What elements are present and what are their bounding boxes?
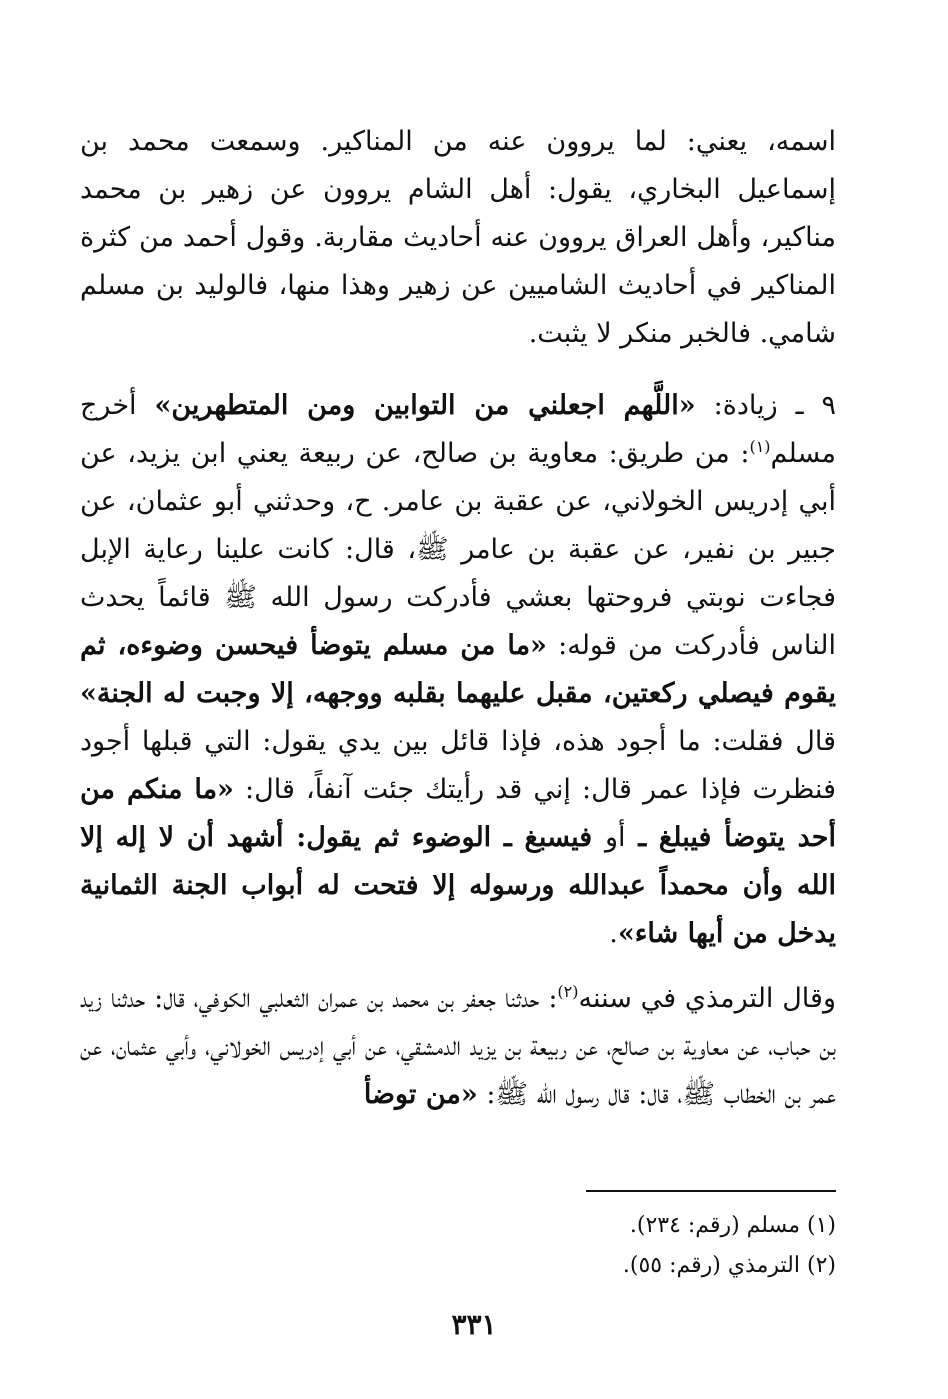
paragraph-2-quote-3b: فيسبغ ـ الوضوء ثم يقول: أشهد أن لا إله إلا الله وأن محمداً عبدالله ورسوله إلا فتحت له أبواب الجنة الثمانية يدخل من أيها شاء» (80, 822, 836, 949)
paragraph-2-end: . (609, 918, 618, 949)
paragraph-3-part-1: وقال الترمذي في سننه (578, 983, 836, 1014)
paragraph-2-mid-1b: : من طريق: معاوية بن صالح، عن ربيعة يعني ابن يزيد، عن أبي إدريس الخولاني، عن عقبة بن عامر. ح، وحدثني أبو عثمان، عن جبير بن نفير، عن عقبة بن عامر ﷺ، قال: كانت علينا رعاية الإبل فجاءت نوبتي فروحتها بعشي فأدركت رسول الله ﷺ قائماً يحدث الناس فأدركت من قوله: (80, 438, 836, 661)
paragraph-3-part-2: : حدثنا جعفر بن محمد بن عمران الثعلبي الكوفي، قال: حدثنا زيد بن حباب، عن معاوية بن صالح، عن ربيعة بن يزيد الدمشقي، عن أبي إدريس الخولاني، وأبي عثمان، عن عمر بن الخطاب ﷺ، قال: قال رسول الله ﷺ: (80, 983, 836, 1110)
footnote-divider (586, 1190, 836, 1192)
paragraph-3 (80, 975, 836, 1119)
footnote-2: (٢) الترمذي (رقم: ٥٥). (622, 1253, 836, 1278)
footnote-ref-1: (١) (749, 437, 771, 456)
paragraph-2-mid-1a: أخرج مسلم (80, 390, 836, 469)
paragraph-2 (80, 382, 836, 958)
paragraph-3-quote: «من توضأ (363, 1079, 478, 1110)
footnotes (80, 1206, 836, 1286)
paragraph-2-prefix: ٩ ـ زيادة: (695, 390, 836, 421)
footnote-1: (١) مسلم (رقم: ٢٣٤). (629, 1213, 836, 1238)
paragraph-1-text: اسمه، يعني: لما يروون عنه من المناكير. وسمعت محمد بن إسماعيل البخاري، يقول: أهل الشام يروون عن زهير بن محمد مناكير، وأهل العراق يروون عنه أحاديث مقاربة. وقول أحمد من كثرة المناكير في أحاديث الشاميين عن زهير وهذا منها، فالوليد بن مسلم شامي. فالخبر منكر لا يثبت. (80, 126, 836, 349)
paragraph-2-quote-3-or: أو (604, 822, 626, 853)
paragraph-2-quote-2: «ما من مسلم يتوضأ فيحسن وضوءه، ثم يقوم فيصلي ركعتين، مقبل عليهما بقلبه ووجهه، إلا وجبت له الجنة» (80, 630, 836, 709)
paragraph-1 (80, 118, 836, 358)
footnote-ref-2: (٢) (557, 982, 579, 1001)
paragraph-2-quote-1: «اللَّهم اجعلني من التوابين ومن المتطهرين» (154, 390, 696, 421)
page-number: ٣٣١ (451, 1308, 497, 1341)
paragraph-2-quote-3a: «ما منكم من أحد يتوضأ فيبلغ ـ (80, 774, 836, 853)
paragraph-2-mid-2: قال فقلت: ما أجود هذه، فإذا قائل بين يدي يقول: التي قبلها أجود فنظرت فإذا عمر قال: إني قد رأيتك جئت آنفاً، قال: (80, 726, 836, 805)
